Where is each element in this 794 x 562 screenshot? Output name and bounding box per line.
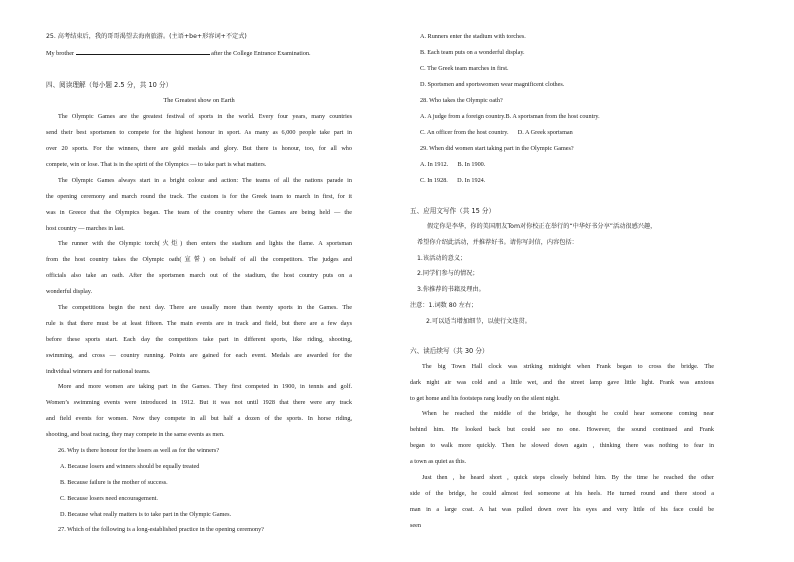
q26-option-a[interactable]: A. Because losers and winners should be equally treated: [60, 463, 200, 470]
section5-heading: 五、应用文写作（共 15 分）: [410, 207, 496, 215]
q26-option-d[interactable]: D. Because what really matters is to take part in the Olympic Games.: [60, 511, 232, 518]
passage-line: shooting, and boat racing, they may compete in the same events as men.: [46, 431, 225, 438]
passage-line: send their best sportsmen to compete for the highest honour in sport. As many as 6,000 people take part in: [46, 129, 352, 136]
q26-option-b[interactable]: B. Because failure is the mother of success.: [60, 479, 168, 486]
story-line: man in a large coat. A hat was pulled down over his eyes and very little of his face could be: [410, 506, 714, 513]
passage-line: officials also take an oath. After the sportsmen march out of the stadium, the host country puts on a: [46, 272, 352, 279]
passage-line: swimming, and cross — country running. Points are gained for each event. Medals are awarded for the: [46, 352, 352, 359]
q27-option-a[interactable]: A. Runners enter the stadium with torches.: [420, 33, 526, 40]
q25-before-blank: My brother: [46, 50, 75, 57]
section6-heading: 六、读后续写（共 30 分）: [410, 347, 489, 355]
story-line: began to walk more quickly. Then he slowed down again , thinking there was nothing to fear in: [410, 442, 714, 449]
section5-point: 2.同学们参与的情况；: [417, 270, 479, 277]
section5-note: 注意：1.词数 80 左右；: [410, 302, 478, 309]
q27-option-d[interactable]: D. Sportsmen and sportswomen wear magnificent clothes.: [420, 81, 565, 88]
section5-intro-line: 假定你是李华，你的美国朋友Tom对你校正在举行的“中华好书分享”活动很感兴趣，: [427, 223, 657, 230]
passage-line: The competitions begin the next day. There are usually more than twenty sports in the Games. The: [58, 304, 352, 311]
q27-option-c[interactable]: C. The Greek team marches in first.: [420, 65, 509, 72]
passage-line: host country — marches in last.: [46, 225, 125, 232]
q29-question: 29. When did women start taking part in the Olympic Games?: [420, 145, 574, 152]
passage-line: over 20 sports. For the winners, there are gold medals and glory. But there is honour, too, for all who: [46, 145, 352, 152]
passage-line: Women’s swimming events were introduced in 1912. But it was not until 1928 that there were any track: [46, 399, 352, 406]
q28-options-ab[interactable]: A. A judge from a foreign country.B. A sportsman from the host country.: [420, 113, 600, 120]
story-line: to get home and his footsteps rang loudly on the silent night.: [410, 395, 560, 402]
passage-line: from the host country takes the Olympic oath(宣誓) on behalf of all the competitors. The judges and: [46, 256, 352, 263]
q25-answer-blank[interactable]: [76, 49, 210, 55]
story-line: behind him. He looked back but could see no one. However, the sound continued and Frank: [410, 426, 714, 433]
q28-question: 28. Who takes the Olympic oath?: [420, 97, 503, 104]
section5-intro-line: 希望你介绍此活动，并推荐好书。请你写封信，内容包括：: [417, 239, 578, 246]
q25-after-blank: after the College Entrance Examination.: [211, 50, 311, 57]
section4-heading: 四、阅读理解（每小题 2.5 分，共 10 分）: [46, 81, 173, 89]
story-line: a town as quiet as this.: [410, 458, 467, 465]
section5-point: 3.你推荐的书籍及理由。: [417, 286, 485, 293]
passage-line: before these sports start. Each day the competitors take part in different sports, like riding, shooting,: [46, 336, 352, 343]
q27-option-b[interactable]: B. Each team puts on a wonderful display.: [420, 49, 525, 56]
passage-title: The Greatest show on Earth: [163, 97, 235, 104]
q27-question: 27. Which of the following is a long-established practice in the opening ceremony?: [58, 526, 264, 533]
section5-note: 2.可以适当增加细节，以使行文连贯。: [426, 318, 531, 325]
q29-options-cd[interactable]: C. In 1928. D. In 1924.: [420, 177, 486, 184]
passage-line: wonderful display.: [46, 288, 92, 295]
passage-line: was in Greece that the Olympics began. The team of the country where the Games are being held — the: [46, 209, 352, 216]
q26-option-c[interactable]: C. Because losers need encouragement.: [60, 495, 158, 502]
passage-line: The runner with the Olympic torch(火炬) then enters the stadium and lights the flame. A sportsman: [58, 240, 352, 247]
passage-line: and field events for women. Now they compete in all but half a dozen of the sports. In horse riding,: [46, 415, 352, 422]
passage-line: the opening ceremony and march round the track. The custom is for the Greek team to march in first, for it: [46, 193, 352, 200]
story-line: seen: [410, 522, 421, 529]
story-line: side of the bridge, he could almost feel someone at his heels. He turned round and there stood a: [410, 490, 714, 497]
passage-line: The Olympic Games are the greatest festival of sports in the world. Every four years, many countries: [58, 113, 352, 120]
story-line: Just then , he heard short , quick steps closely behind him. By the time he reached the other: [422, 474, 714, 481]
passage-line: More and more women are taking part in the Games. They first competed in 1900, in tennis and golf.: [58, 383, 352, 390]
story-line: The big Town Hall clock was striking midnight when Frank began to cross the bridge. The: [422, 363, 714, 370]
passage-line: individual winners and for national teams.: [46, 368, 151, 375]
section5-point: 1.该活动的意义；: [417, 255, 467, 262]
q26-question: 26. Why is there honour for the losers as well as for the winners?: [58, 447, 220, 454]
q29-options-ab[interactable]: A. In 1912. B. In 1900.: [420, 161, 486, 168]
q28-options-cd[interactable]: C. An officer from the host country. D. A Greek sportsman: [420, 129, 573, 136]
q25-answer-line: [46, 49, 311, 58]
passage-line: rule is that there must be at least fifteen. The main events are in track and field, but there are a few days: [46, 320, 352, 327]
q25-prompt: 25. 高考结束后，我的哥哥渴望去海南旅游。(主语+be+形容词+不定式): [46, 33, 247, 40]
story-line: When he reached the middle of the bridge, he thought he could hear someone coming near: [422, 410, 714, 417]
passage-line: compete, win or lose. That is in the spirit of the Olympics — to take part is what matters.: [46, 161, 267, 168]
passage-line: The Olympic Games always start in a bright colour and action: The teams of all the nations parade in: [58, 177, 352, 184]
story-line: dark night air was cold and a little wet, and the street lamp gave little light. Frank was anxious: [410, 379, 714, 386]
